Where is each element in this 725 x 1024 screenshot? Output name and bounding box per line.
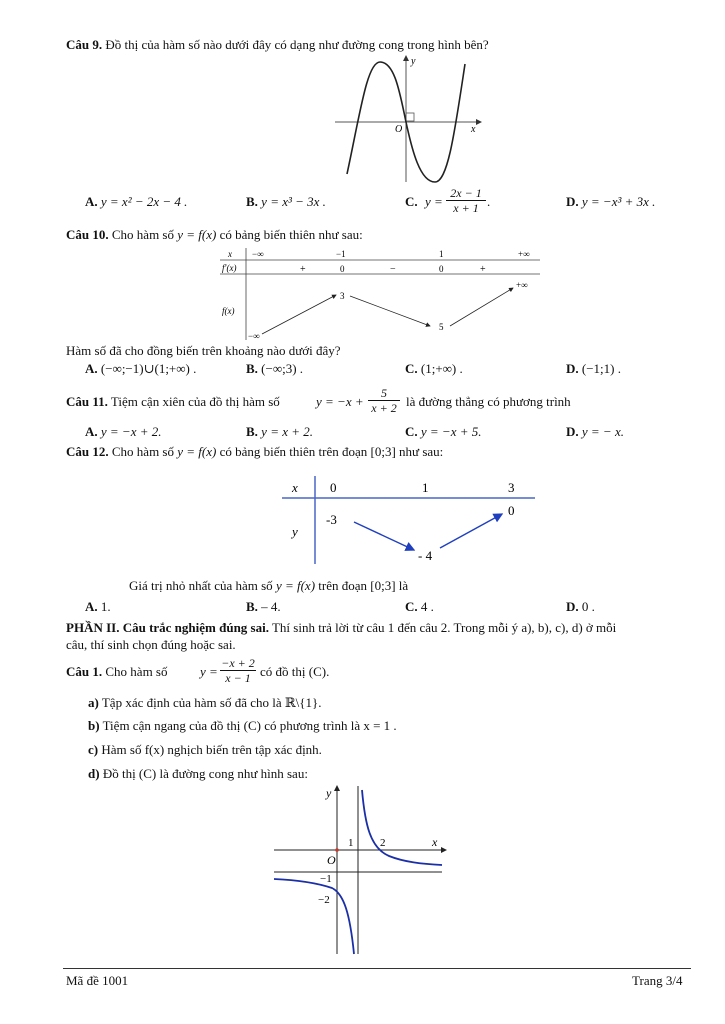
q10-label: Câu 10. xyxy=(66,227,109,242)
q11-num: 5 xyxy=(381,386,387,400)
p2q1-num: −x + 2 xyxy=(221,656,255,670)
q11-label: Câu 11. xyxy=(66,394,108,409)
q12-row-y-label: y xyxy=(292,524,298,539)
q10-stem xyxy=(66,227,363,243)
q10-option-d-key: D. xyxy=(566,361,579,376)
q9-option-b-text: y = x³ − 3x . xyxy=(261,194,326,209)
q9-axis-y-label: y xyxy=(411,56,416,67)
q11-den: x + 2 xyxy=(368,400,400,415)
q9-axis-x-label: x xyxy=(471,124,476,135)
q10-option-d[interactable] xyxy=(566,361,621,377)
q9-option-c-den: x + 1 xyxy=(446,200,486,215)
p2q1-item-b[interactable] xyxy=(88,718,397,734)
q11-stem-start xyxy=(66,394,280,410)
q10-option-c[interactable] xyxy=(405,361,463,377)
q9-option-c-suffix: . xyxy=(487,194,491,209)
p2q1-graph xyxy=(272,784,452,958)
p2q1-item-d-text: Đồ thị (C) là đường cong như hình sau: xyxy=(102,766,308,781)
q12-arrow-up xyxy=(440,514,502,548)
q12-option-d-key: D. xyxy=(566,599,579,614)
q9-option-d-text: y = −x³ + 3x . xyxy=(581,194,656,209)
p2q1-item-a-key: a) xyxy=(88,695,99,710)
p2q1-func-prefix: y = xyxy=(200,664,218,679)
q12-question xyxy=(129,578,408,594)
q12-text-before: Cho hàm số xyxy=(111,444,174,459)
part2-intro-line2: câu, thí sinh chọn đúng hoặc sai. xyxy=(66,637,236,652)
q10-f-val-1: 3 xyxy=(340,291,345,301)
q12-variation-table xyxy=(280,474,540,566)
q9-text: Đồ thị của hàm số nào dưới đây có dạng như đường cong trong hình bên? xyxy=(105,37,489,52)
q11-option-b-key: B. xyxy=(246,424,258,439)
q12-text-after: như sau: xyxy=(399,444,444,459)
q12-option-a-text: 1. xyxy=(100,599,111,614)
q11-option-d[interactable] xyxy=(566,424,624,440)
q10-x-2: 1 xyxy=(439,249,444,259)
q9-option-d[interactable] xyxy=(566,194,655,210)
p2q1-tick-1: 1 xyxy=(348,837,354,849)
q10-x-1: −1 xyxy=(336,249,346,259)
q9-option-c-key: C. xyxy=(405,194,418,209)
q10-option-c-text: (1;+∞) . xyxy=(420,361,463,376)
q9-option-c-num: 2x − 1 xyxy=(450,186,482,200)
q11-option-d-text: y = − x. xyxy=(581,424,624,439)
q12-option-b[interactable] xyxy=(246,599,281,615)
q11-text-after: là đường thẳng có phương trình xyxy=(406,394,571,409)
q9-option-b[interactable] xyxy=(246,194,326,210)
q10-f-val-3: +∞ xyxy=(516,280,528,290)
q12-question-interval: [0;3] xyxy=(370,578,396,593)
q12-option-d[interactable] xyxy=(566,599,595,615)
q9-graph xyxy=(335,54,485,186)
q9-option-d-key: D. xyxy=(566,194,579,209)
q12-x-1: 1 xyxy=(422,480,429,495)
q10-fp-zero-1: 0 xyxy=(340,264,345,274)
q10-x-3: +∞ xyxy=(518,249,530,259)
p2q1-item-b-text: Tiệm cận ngang của đồ thị (C) có phương trình là x = 1 . xyxy=(102,718,397,733)
q12-y-2: 0 xyxy=(508,503,515,518)
p2q1-tick-m2: −2 xyxy=(318,894,330,906)
q11-option-b-text: y = x + 2. xyxy=(261,424,314,439)
q11-text-before: Tiệm cận xiên của đồ thị hàm số xyxy=(110,394,280,409)
p2q1-text-before: Cho hàm số xyxy=(105,664,168,679)
p2q1-label: Câu 1. xyxy=(66,664,103,679)
q12-option-c-text: 4 . xyxy=(420,599,434,614)
q10-option-a[interactable] xyxy=(85,361,196,377)
q12-interval: [0;3] xyxy=(370,444,396,459)
q10-option-b[interactable] xyxy=(246,361,303,377)
q9-origin-label: O xyxy=(395,124,403,135)
q11-option-c-key: C. xyxy=(405,424,418,439)
p2q1-curve-right xyxy=(362,790,442,865)
q12-option-c-key: C. xyxy=(405,599,418,614)
q11-option-a-key: A. xyxy=(85,424,98,439)
q9-option-a-text: y = x² − 2x − 4 . xyxy=(100,194,188,209)
q11-option-d-key: D. xyxy=(566,424,579,439)
q12-question-func: y = f(x) xyxy=(275,578,316,593)
q12-arrow-down xyxy=(354,522,414,550)
q10-option-c-key: C. xyxy=(405,361,418,376)
p2q1-tick-m1: −1 xyxy=(320,873,332,885)
q10-arrow-down xyxy=(350,296,430,326)
p2q1-item-d[interactable] xyxy=(88,766,308,782)
q10-text-before: Cho hàm số xyxy=(111,227,174,242)
q12-x-2: 3 xyxy=(508,480,515,495)
q10-option-b-text: (−∞;3) . xyxy=(261,361,304,376)
part2-heading: PHẦN II. Câu trắc nghiệm đúng sai. xyxy=(66,620,269,635)
q12-question-mid: trên đoạn xyxy=(318,578,368,593)
q12-y-1: - 4 xyxy=(418,548,433,563)
q12-option-a-key: A. xyxy=(85,599,98,614)
q12-option-c[interactable] xyxy=(405,599,434,615)
q12-option-a[interactable] xyxy=(85,599,111,615)
q9-option-c-fraction xyxy=(446,186,486,215)
q11-option-b[interactable] xyxy=(246,424,313,440)
q12-question-before: Giá trị nhỏ nhất của hàm số xyxy=(129,578,273,593)
q11-fraction xyxy=(368,386,400,415)
p2q1-item-c-text: Hàm số f(x) nghịch biến trên tập xác định. xyxy=(101,742,322,757)
q12-option-b-text: – 4. xyxy=(261,599,281,614)
q10-f-val-0: −∞ xyxy=(248,331,260,341)
q10-fp-sign-0: + xyxy=(300,264,306,275)
p2q1-den: x − 1 xyxy=(220,670,256,685)
p2q1-curve-left xyxy=(274,879,354,954)
q10-option-d-text: (−1;1) . xyxy=(581,361,621,376)
part2-intro xyxy=(66,620,616,636)
p2q1-axis-x-label: x xyxy=(432,835,438,849)
q11-option-c[interactable] xyxy=(405,424,482,440)
q9-label: Câu 9. xyxy=(66,37,103,52)
q10-text-after: có bảng biến thiên như sau: xyxy=(219,227,363,242)
q9-stem xyxy=(66,37,489,53)
q9-option-a[interactable] xyxy=(85,194,187,210)
q9-option-a-key: A. xyxy=(85,194,98,209)
q12-x-0: 0 xyxy=(330,480,337,495)
q9-option-c-prefix: y = xyxy=(425,194,443,209)
q10-variation-table xyxy=(218,246,543,342)
q10-fp-zero-3: 0 xyxy=(439,264,444,274)
q12-option-d-text: 0 . xyxy=(581,599,595,614)
q10-x-0: −∞ xyxy=(252,249,264,259)
q9-option-b-key: B. xyxy=(246,194,258,209)
q12-row-x-label: x xyxy=(292,480,298,495)
q10-row-f-label: f(x) xyxy=(222,306,235,316)
q10-arrow-up-1 xyxy=(262,295,336,334)
p2q1-item-a[interactable] xyxy=(88,695,322,711)
q12-question-after: là xyxy=(398,578,409,593)
p2q1-text-after: có đồ thị (C). xyxy=(260,664,330,679)
q12-func: y = f(x) xyxy=(177,444,217,459)
p2q1-item-c[interactable] xyxy=(88,742,322,758)
p2q1-tick-2: 2 xyxy=(380,837,386,849)
q10-option-a-text: (−∞;−1)∪(1;+∞) . xyxy=(100,361,197,376)
part2-intro-line1: Thí sinh trả lời từ câu 1 đến câu 2. Trong mỗi ý a), b), c), d) ở mỗi xyxy=(271,620,617,635)
p2q1-item-d-key: d) xyxy=(88,766,100,781)
q12-stem xyxy=(66,444,443,460)
q12-option-b-key: B. xyxy=(246,599,258,614)
footer-page-number: Trang 3/4 xyxy=(632,973,683,988)
q10-func: y = f(x) xyxy=(177,227,217,242)
p2q1-origin-label: O xyxy=(327,853,336,867)
p2q1-item-b-key: b) xyxy=(88,718,100,733)
q12-label: Câu 12. xyxy=(66,444,109,459)
q10-f-val-2: 5 xyxy=(439,322,444,332)
footer-exam-code: Mã đề 1001 xyxy=(66,973,129,988)
p2q1-stem-start xyxy=(66,664,168,680)
q10-row-x-label: x xyxy=(228,249,232,259)
p2q1-axis-y-label: y xyxy=(326,786,332,800)
q10-option-a-key: A. xyxy=(85,361,98,376)
q10-row-fp-label: f′(x) xyxy=(222,263,237,273)
footer-divider xyxy=(63,968,691,969)
q10-option-b-key: B. xyxy=(246,361,258,376)
q12-text-mid: có bảng biến thiên trên đoạn xyxy=(219,444,368,459)
q11-option-c-text: y = −x + 5. xyxy=(420,424,482,439)
q11-func-prefix: y = −x + xyxy=(316,394,364,409)
q10-arrow-up-2 xyxy=(450,288,513,326)
q12-y-0: -3 xyxy=(326,512,337,527)
p2q1-fraction xyxy=(220,656,256,685)
q11-option-a-text: y = −x + 2. xyxy=(100,424,162,439)
p2q1-item-a-text: Tập xác định của hàm số đã cho là ℝ\{1}. xyxy=(101,695,322,710)
q10-question: Hàm số đã cho đồng biến trên khoảng nào dưới đây? xyxy=(66,343,341,358)
p2q1-item-c-key: c) xyxy=(88,742,99,757)
q10-fp-sign-2: − xyxy=(390,264,396,275)
q11-option-a[interactable] xyxy=(85,424,162,440)
q10-fp-sign-4: + xyxy=(480,264,486,275)
